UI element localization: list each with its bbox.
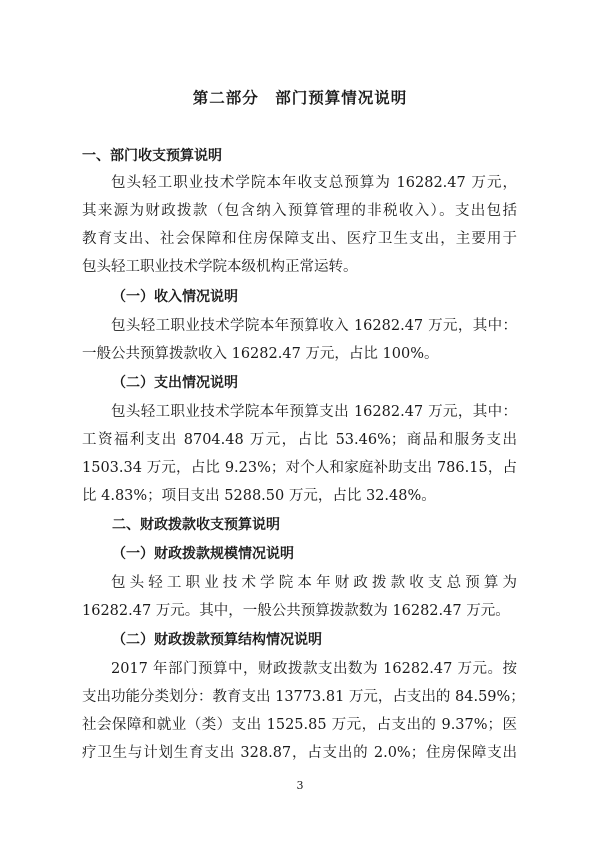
- subsection-heading-expenditure: （二）支出情况说明: [112, 375, 238, 391]
- paragraph-line: 疗卫生与计划生育支出 328.87，占支出的 2.0%；住房保障支出: [82, 745, 517, 761]
- paragraph-line: 1503.34 万元，占比 9.23%；对个人和家庭补助支出 786.15，占: [82, 460, 517, 476]
- paragraph-line: 一般公共预算拨款收入 16282.47 万元，占比 100%。: [82, 346, 439, 362]
- page-title: 第二部分 部门预算情况说明: [192, 89, 408, 107]
- section-heading-2: 二、财政拨款收支预算说明: [112, 517, 280, 533]
- paragraph-line: 支出功能分类划分：教育支出 13773.81 万元，占支出的 84.59%；: [82, 689, 525, 705]
- paragraph-line: 工资福利支出 8704.48 万元，占比 53.46%；商品和服务支出: [82, 432, 517, 448]
- subsection-heading-structure: （二）财政拨款预算结构情况说明: [112, 632, 322, 648]
- paragraph-line: 2017 年部门预算中，财政拨款支出数为 16282.47 万元。按: [111, 661, 517, 677]
- paragraph-line: 包头轻工职业技术学院本年收支总预算为 16282.47 万元，: [111, 175, 517, 191]
- paragraph-line: 社会保障和就业（类）支出 1525.85 万元，占支出的 9.37%；医: [82, 717, 517, 733]
- paragraph-line: 16282.47 万元。其中，一般公共预算拨款数为 16282.47 万元。: [82, 603, 510, 619]
- paragraph-line: 比 4.83%；项目支出 5288.50 万元，占比 32.48%。: [82, 488, 436, 504]
- subsection-heading-income: （一）收入情况说明: [112, 289, 238, 305]
- paragraph-line: 教育支出、社会保障和住房保障支出、医疗卫生支出，主要用于: [82, 231, 517, 247]
- page-number: 3: [296, 779, 304, 792]
- paragraph-line: 包头轻工职业技术学院本年预算收入 16282.47 万元，其中：: [111, 318, 517, 334]
- paragraph-line: 包头轻工职业技术学院本年财政拨款收支总预算为: [111, 575, 517, 591]
- paragraph-line: 包头轻工职业技术学院本级机构正常运转。: [82, 259, 358, 275]
- paragraph-line: 包头轻工职业技术学院本年预算支出 16282.47 万元，其中：: [111, 404, 517, 420]
- paragraph-line: 其来源为财政拨款（包含纳入预算管理的非税收入）。支出包括: [82, 203, 517, 219]
- section-heading-1: 一、部门收支预算说明: [82, 148, 222, 164]
- subsection-heading-scale: （一）财政拨款规模情况说明: [112, 546, 294, 562]
